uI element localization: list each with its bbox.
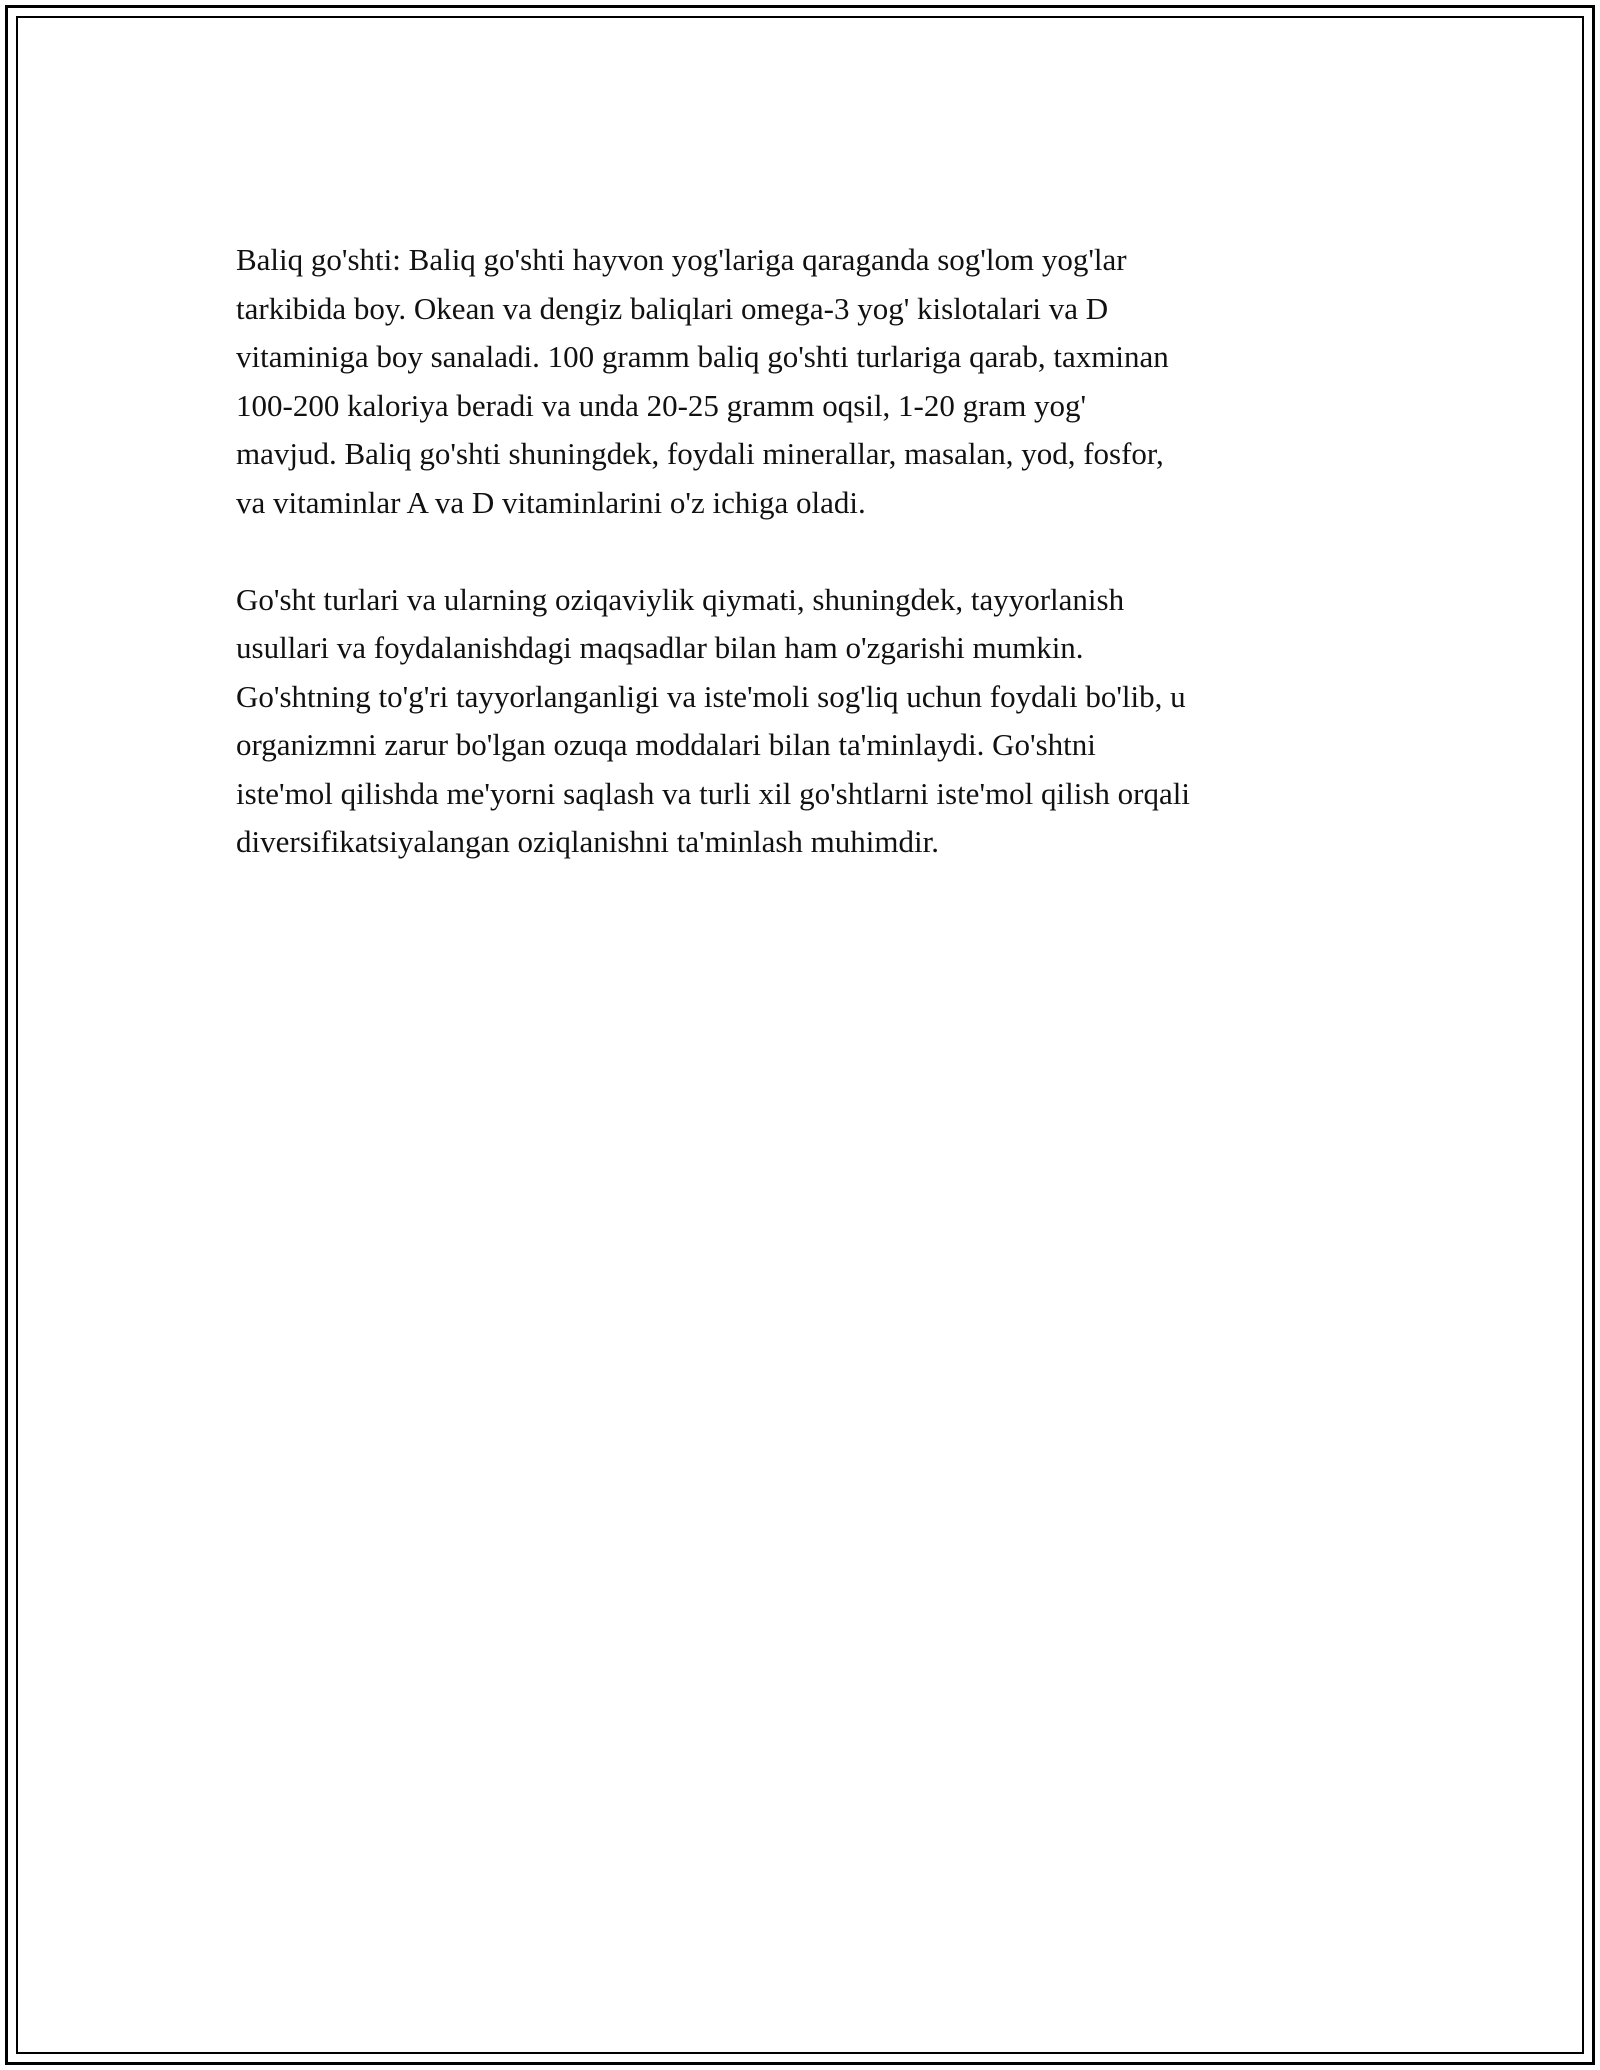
paragraph-meat-types: Go'sht turlari va ularning oziqaviylik qiymati, shuningdek, tayyorlanish usullari va foydalanishdagi maqsadlar bilan ham o'zgarishi mumkin. Go'shtning to'g'ri tayyorlanganligi va iste'moli sog'liq uchun foydali bo'lib, u organizmni zarur bo'lgan ozuqa moddalari bilan ta'minlaydi. Go'shtni iste'mol qilishda me'yorni saqlash va turli xil go'shtlarni iste'mol qilish orqali diversifikatsiyalangan oziqlanishni ta'minlash muhimdir. <box>236 581 1190 859</box>
paragraph-fish-meat: Baliq go'shti: Baliq go'shti hayvon yog'lariga qaraganda sog'lom yog'lar tarkibida boy. Okean va dengiz baliqlari omega-3 yog' kislotalari va D vitaminiga boy sanaladi. 100 gramm baliq go'shti turlariga qarab, taxminan 100-200 kaloriya beradi va unda 20-25 gramm oqsil, 1-20 gram yog' mavjud. Baliq go'shti shuningdek, foydali minerallar, masalan, yod, fosfor, va vitaminlar A va D vitaminlarini o'z ichiga oladi. <box>236 242 1169 520</box>
document-body <box>236 236 1396 867</box>
